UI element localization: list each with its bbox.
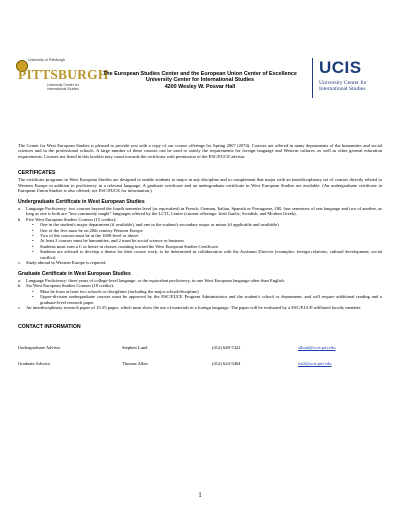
pitt-wordmark: PITTSBURGH [18, 67, 109, 82]
ucis-wordmark: UCIS [319, 58, 362, 77]
bullet-icon: • [32, 222, 34, 228]
pitt-logo [14, 56, 109, 98]
contact-phone: (412) 648-7422 [212, 345, 241, 351]
graduate-item-c [18, 305, 382, 310]
list-label: c. [18, 304, 22, 310]
undergrad-item-c [18, 260, 382, 265]
letterhead-title [86, 71, 314, 90]
list-item-text: Six West European Studies Courses (18 credits): [26, 283, 115, 289]
contact-name: Thomas Allen [122, 360, 148, 366]
letterhead [14, 56, 386, 100]
contact-name: Stephen Lund [122, 345, 148, 351]
bullet-icon: • [32, 238, 34, 244]
bullet-text: One in the student's major department (if available), and one in the student's secondary major or minor (if applicable and available) [40, 222, 279, 228]
ucis-logo [312, 58, 387, 98]
intro-paragraph: The Center for West European Studies is pleased to provide you with a copy of our course offerings for Spring 2007 (2074). Courses are offered in many departments of the humanities and social sciences and in the professional schools. A large number of these courses can be used to satisfy the requirements for foreign language and Western cultures, as well as other general education requirements. Courses not listed in this booklet may count towards the certificate with permission of the ESC/EUCE advisor. [18, 143, 382, 159]
list-label: a. [18, 277, 22, 283]
bullet-icon: • [32, 243, 34, 249]
list-item-text: Language Proficiency: two courses beyond the fourth semester level (or equivalent) in French, German, Italian, Spanish or Portuguese, OR, four semesters of one language and two of another, as long as one is both are "less commonly taught" languages offered by the LCTL Center (current offerings: Irish Gaelic, Swedish, and Modern Greek). [26, 205, 382, 217]
list-label: b. [18, 216, 22, 222]
bullet-text: Must be from at least two schools or disciplines (including the major school/discipline) [40, 288, 199, 294]
table-row [18, 361, 382, 376]
graduate-bullet [18, 294, 382, 305]
list-item-text: Five West European Studies Courses (15 credits): [26, 216, 117, 222]
certificates-paragraph: The certificate programs in West European Studies are designed to enable students to major in any discipline and to complement that major with an interdisciplinary set of courses directly related to Western Europe in addition to proficiency in a relevant language. A graduate certificate and an undergraduate certificate in West European Studies are available. (An undergraduate certificate in European Union Studies is also offered; see ESC/EUCE for information.) [18, 177, 382, 194]
bullet-text: Upper-division undergraduate courses must be approved by the ESC/EUCE Program Administrator and the student's school or department, and will require additional reading and a graduate-level research paper. [40, 294, 382, 305]
list-label: b. [18, 283, 22, 289]
list-item-text: An interdisciplinary research paper of 15-25 pages, which must show the use of materials in a foreign language. The paper will be evaluated by a ESC/EUCE-affiliated faculty member. [26, 304, 362, 310]
contact-role: Undergraduate Advisor [18, 345, 61, 351]
bullet-text: Two of the courses must be at the 1000-level or above [40, 232, 139, 238]
bullet-icon: • [32, 288, 34, 294]
contact-email-link[interactable]: tfa3@ucis.pitt.edu [298, 360, 332, 366]
letterhead-line-2: University Center for International Studies [145, 77, 255, 84]
table-row [18, 345, 382, 360]
letterhead-line-1: The European Studies Center and the European Union Center of Excellence [103, 71, 297, 77]
bullet-icon: • [32, 294, 34, 300]
letterhead-line-3: 4200 Wesley W. Posvar Hall [164, 83, 236, 90]
ucis-logo-subtitle [319, 80, 367, 93]
page-number: 1 [198, 491, 202, 499]
pitt-logo-sub-text: University Center for International Studies [47, 83, 79, 91]
contact-phone: (412) 624-5404 [212, 360, 241, 366]
contact-role: Graduate Advisor [18, 360, 51, 366]
contact-table [18, 345, 382, 376]
graduate-certificate-heading: Graduate Certificate in West European Studies [18, 271, 131, 278]
undergrad-item-a [18, 206, 382, 217]
certificates-heading: CERTIFICATES [18, 170, 56, 177]
contact-email-link[interactable]: sllund@ucis.pitt.edu [298, 345, 336, 351]
document-body [18, 143, 382, 376]
list-label: a. [18, 205, 22, 211]
bullet-text: At least 2 courses must be humanities, and 2 must be social science or business [40, 238, 185, 244]
bullet-text: Students must earn a C or better in classes counting toward the West European Studies Certificate. [40, 243, 219, 249]
bullet-icon: • [32, 232, 34, 238]
list-item-text: Language Proficiency: three years of college-level language, or the equivalent proficiency, in one West European language other than English. [26, 277, 285, 283]
list-item-text: Study abroad in Western Europe is required. [26, 260, 107, 265]
ucis-sub-line-1: University Center for [319, 80, 367, 86]
bullet-text: Students are advised to develop a theme for their course work, to be determined in collaboration with the Assistant Director (examples: foreign relations, cultural development, social conflict) [40, 249, 382, 260]
pitt-logo-top-text: University of Pittsburgh [28, 58, 65, 62]
undergrad-bullet [18, 249, 382, 260]
list-label: c. [18, 260, 22, 265]
contact-heading: CONTACT INFORMATION [18, 324, 81, 331]
bullet-icon: • [32, 249, 34, 255]
undergrad-certificate-heading: Undergraduate Certificate in West European Studies [18, 199, 145, 206]
ucis-sub-line-2: International Studies [319, 86, 366, 93]
bullet-icon: • [32, 227, 34, 233]
bullet-text: One of the five must be on 20th century Western Europe [40, 227, 143, 233]
